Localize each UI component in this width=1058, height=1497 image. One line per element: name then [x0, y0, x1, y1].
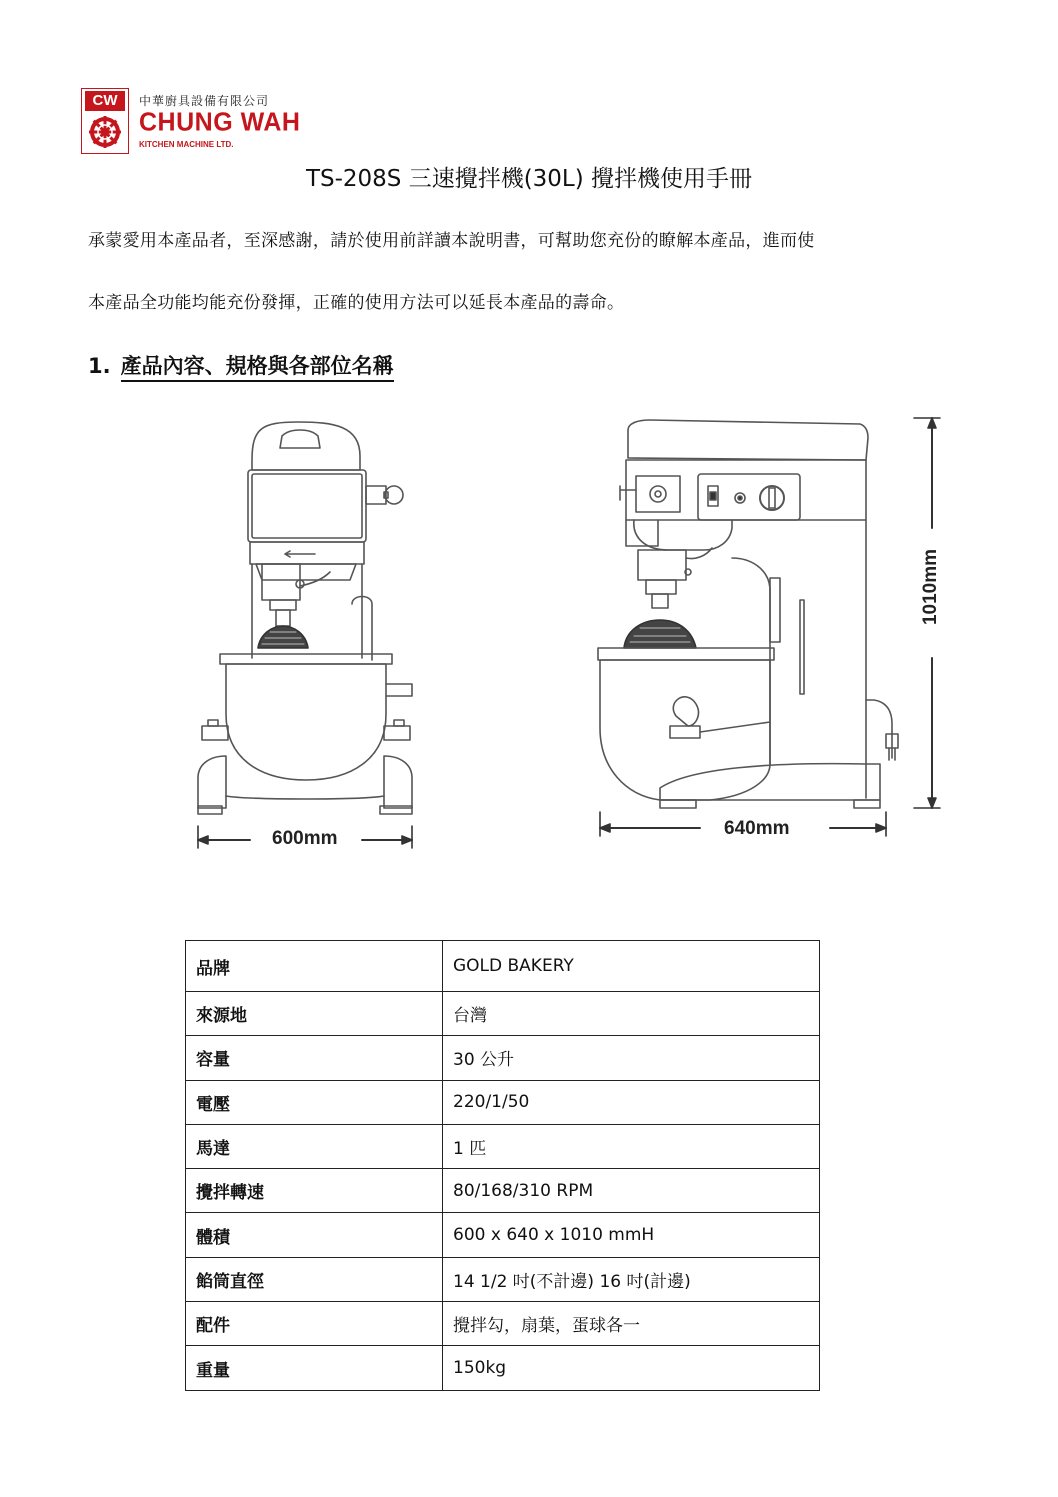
spec-value: 30 公升 — [443, 1036, 820, 1080]
spec-label: 來源地 — [186, 992, 443, 1036]
intro-line-2: 本產品全功能均能充份發揮，正確的使用方法可以延長本產品的壽命。 — [88, 293, 625, 313]
spec-value: 攪拌勾，扇葉，蛋球各一 — [443, 1302, 820, 1346]
spec-label: 重量 — [186, 1346, 443, 1390]
spec-label: 體積 — [186, 1213, 443, 1257]
spec-label: 品牌 — [186, 941, 443, 992]
spec-row — [186, 992, 820, 1036]
height-dimension-label: 1010mm — [920, 548, 941, 626]
spec-row — [186, 1346, 820, 1390]
section-number: 1. — [88, 354, 111, 378]
spec-label: 配件 — [186, 1302, 443, 1346]
spec-label: 餡筒直徑 — [186, 1257, 443, 1301]
spec-value: 220/1/50 — [443, 1080, 820, 1124]
spec-row — [186, 1124, 820, 1168]
company-subtitle: KITCHEN MACHINE LTD. — [139, 140, 234, 149]
section-heading — [88, 350, 394, 380]
spec-value: 600 x 640 x 1010 mmH — [443, 1213, 820, 1257]
spec-row — [186, 1213, 820, 1257]
logo-mark-text: CW — [85, 91, 125, 111]
side-view — [598, 418, 940, 836]
spec-row — [186, 941, 820, 992]
spec-row — [186, 1302, 820, 1346]
spec-table — [185, 940, 820, 1391]
front-view — [198, 422, 412, 848]
spec-label: 攪拌轉速 — [186, 1169, 443, 1213]
depth-dimension-label: 640mm — [724, 818, 790, 839]
spec-row — [186, 1257, 820, 1301]
spec-value: 1 匹 — [443, 1124, 820, 1168]
spec-label: 電壓 — [186, 1080, 443, 1124]
section-heading-text: 產品內容、規格與各部位名稱 — [121, 354, 394, 382]
mixer-line-drawing — [190, 408, 950, 868]
intro-line-1: 承蒙愛用本產品者，至深感謝，請於使用前詳讀本說明書，可幫助您充份的瞭解本產品，進而使 — [88, 231, 815, 251]
wheel-icon — [87, 114, 123, 150]
spec-row — [186, 1169, 820, 1213]
spec-row — [186, 1080, 820, 1124]
spec-value: 台灣 — [443, 992, 820, 1036]
mixer-diagram — [190, 408, 950, 868]
spec-row — [186, 1036, 820, 1080]
company-name-en: CHUNG WAH — [139, 107, 301, 137]
spec-label: 容量 — [186, 1036, 443, 1080]
document-title: TS-208S 三速攪拌機(30L) 攪拌機使用手冊 — [305, 166, 753, 192]
logo-mark — [81, 88, 129, 154]
spec-value: 150kg — [443, 1346, 820, 1390]
spec-label: 馬達 — [186, 1124, 443, 1168]
spec-value: 14 1/2 吋(不計邊) 16 吋(計邊) — [443, 1257, 820, 1301]
company-logo — [81, 88, 301, 156]
company-name-cn: 中華廚具設備有限公司 — [139, 94, 270, 108]
spec-value: 80/168/310 RPM — [443, 1169, 820, 1213]
spec-value: GOLD BAKERY — [443, 941, 820, 992]
width-dimension-label: 600mm — [272, 828, 338, 849]
